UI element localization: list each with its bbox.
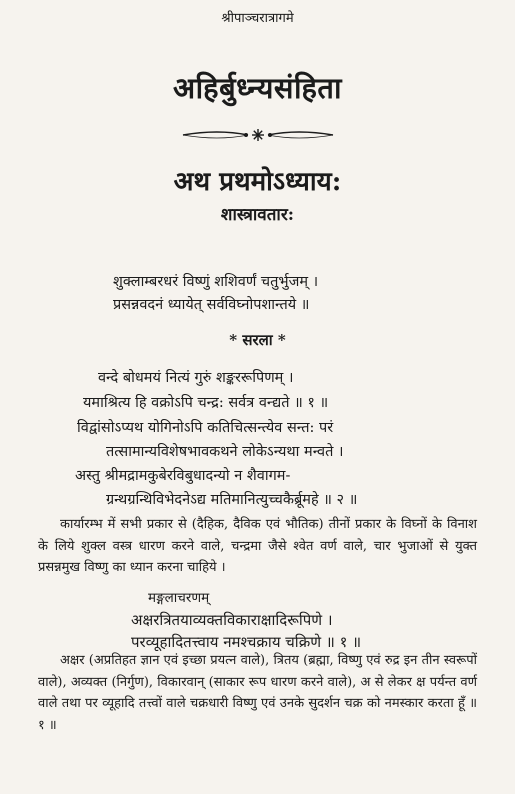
chapter-subheading: शास्त्रावतार: [220,205,295,225]
sarala-verse-line: विद्वांसोऽप्यथ योगिनोऽपि कतिचित्सन्त्येव सन्त: परं [77,420,334,436]
hindi-commentary-paragraph: कार्यारम्भ में सभी प्रकार से (दैहिक, दैविक एवं भौतिक) तीनों प्रकार के विघ्नों के विनाश के लिये शुक्ल वस्त्र धारण करने वाले, चन्द्रमा जैसे श्वेत वर्ण वाले, चार भुजाओं से युक्त प्रसन्नमुख विष्णु का ध्यान करना चाहिये । [38,517,477,575]
opening-verse-line: शुक्लाम्बरधरं विष्णुं शशिवर्णं चतुर्भुजम् । [113,274,319,290]
hindi-translation-paragraph: अक्षर (अप्रतिहत ज्ञान एवं इच्छा प्रयत्न वाले), त्रितय (ब्रह्मा, विष्णु एवं रुद्र इन तीन स्वरूपों वाले), अव्यक्त (निर्गुण), विकारवान् (साकार रूप धारण करने वाले), अ से लेकर क्ष पर्यन्त वर्ण वाले तथा पर व्यूहादि तत्त्वों वाले चक्रधारी विष्णु एवं उनके सुदर्शन चक्र को नमस्कार करता हूँ ॥ १ ॥ [38,653,477,733]
commentary-title: * सरला * [229,331,286,349]
sarala-verse-line: ग्रन्थग्रन्थिविभेदनेऽद्य मतिमानित्युच्चकैर्ब्रूमहे ॥ २ ॥ [106,492,358,508]
book-title: अहिर्बुध्न्यसंहिता [173,71,342,105]
chapter-heading: अथ प्रथमोऽध्याय: [173,167,342,197]
floral-divider-icon [0,126,515,144]
mangalacharan-heading: मङ्गलाचरणम् [148,590,210,606]
series-heading: श्रीपाञ्चरात्रागमे [221,11,294,26]
sarala-verse-line: तत्सामान्यविशेषभावकथने लोकेऽन्यथा मन्वते । [106,444,344,460]
opening-verse-line: प्रसन्नवदनं ध्यायेत् सर्वविघ्नोपशान्तये ॥ [113,297,310,313]
mangalacharan-verse-line: अक्षरत्रितयाव्यक्तविकाराक्षादिरूपिणे । [131,611,333,629]
sarala-verse-line: यमाश्रित्य हि वक्रोऽपि चन्द्र: सर्वत्र वन्द्यते ॥ १ ॥ [83,395,329,411]
sarala-verse-line: वन्दे बोधमयं नित्यं गुरुं शङ्कररूपिणम् । [98,370,294,386]
mangalacharan-verse-line: परव्यूहादितत्त्वाय नमश्चक्राय चक्रिणे ॥ १ ॥ [131,633,362,651]
sarala-verse-line: अस्तु श्रीमद्रामकुबेरविबुधादन्यो न शैवागम- [75,468,291,484]
